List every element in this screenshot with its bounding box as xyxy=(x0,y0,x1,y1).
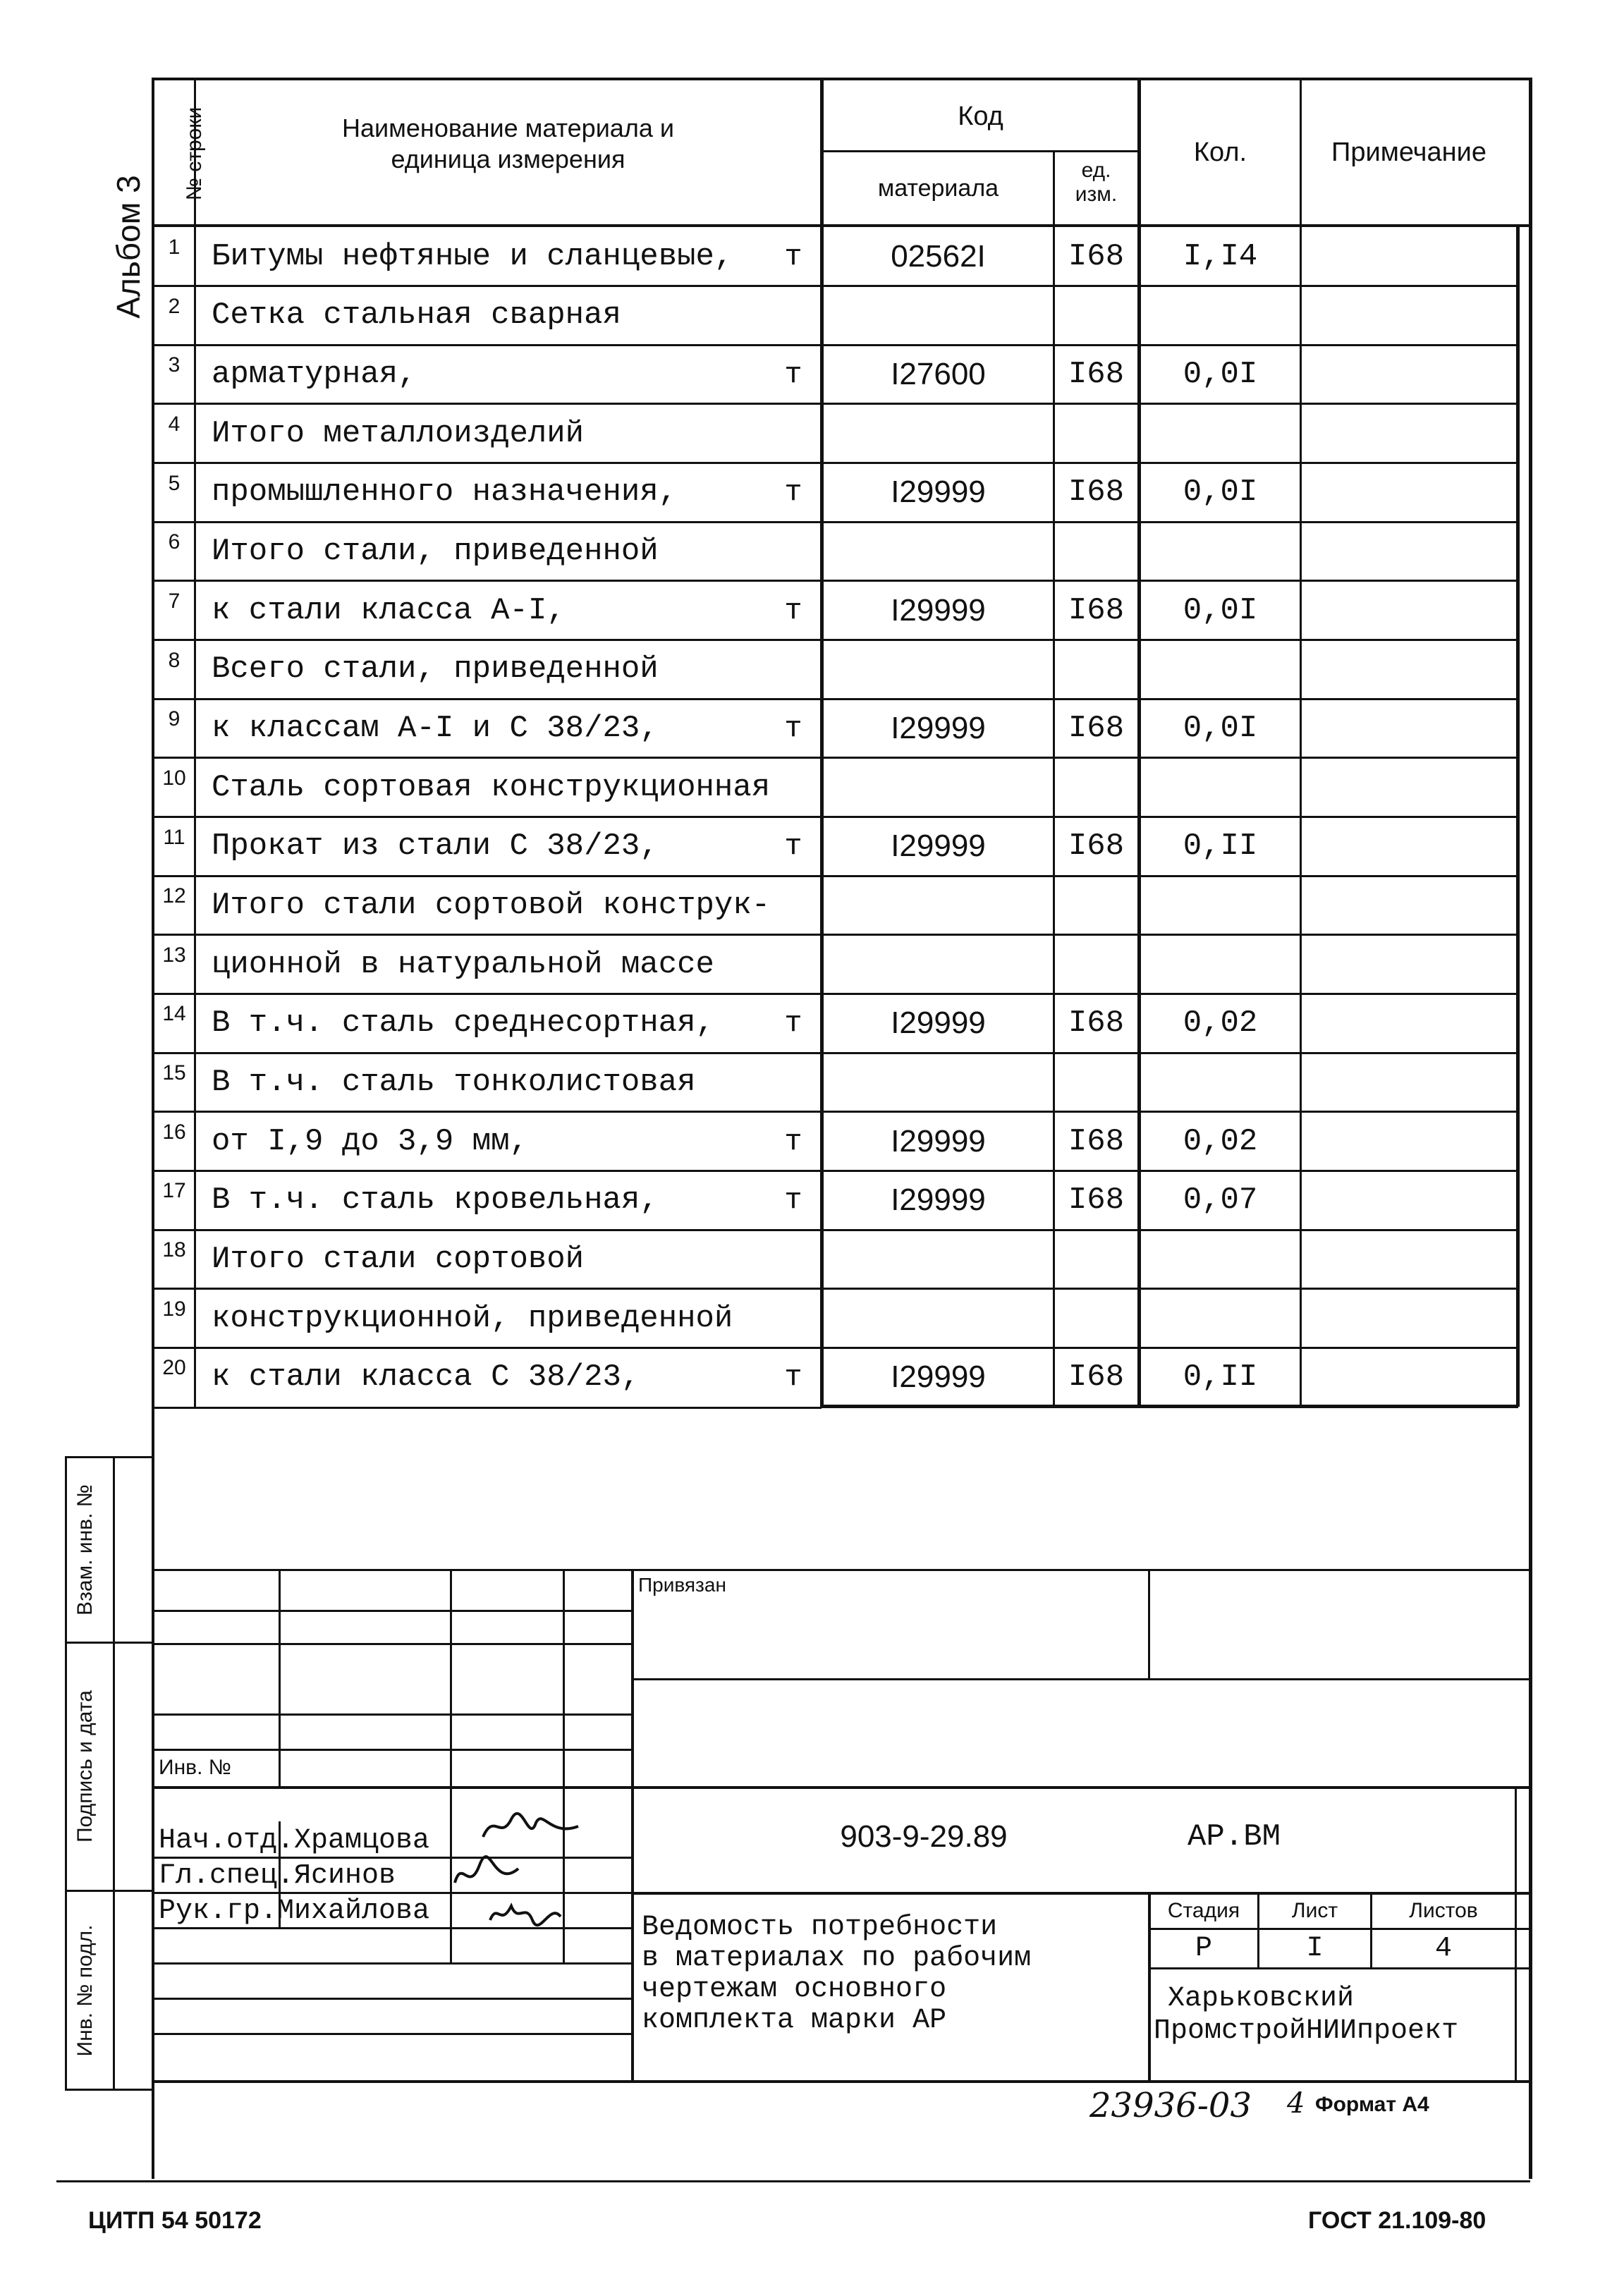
organization xyxy=(1154,1983,1458,2048)
note-cell xyxy=(1302,817,1516,876)
organization-line2: ПромстройНИИпроект xyxy=(1154,2015,1459,2047)
note-cell xyxy=(1302,227,1516,286)
unit-label: т xyxy=(784,1360,802,1395)
unit-label xyxy=(769,876,818,935)
header-unit-line1: ед. xyxy=(1081,159,1111,182)
stage-label: Стадия xyxy=(1167,1899,1240,1922)
material-code: I29999 xyxy=(891,1183,986,1218)
note-cell xyxy=(1302,522,1516,581)
material-code: I29999 xyxy=(891,475,986,510)
handwritten-mark: 4 xyxy=(1287,2087,1305,2120)
note-cell xyxy=(1302,1171,1516,1230)
header-row-no: № строки xyxy=(183,106,206,201)
material-name: Всего стали, приведенной xyxy=(212,652,659,688)
unit-label xyxy=(769,935,818,994)
signature-2 xyxy=(451,1855,529,1897)
note-cell xyxy=(1302,581,1516,640)
unit-code xyxy=(1055,404,1137,463)
unit-code: I68 xyxy=(1068,357,1125,393)
material-code xyxy=(824,935,1053,994)
unit-code: I68 xyxy=(1068,475,1125,511)
note-cell xyxy=(1302,1289,1516,1348)
unit-label xyxy=(769,522,818,581)
material-name: ционной в натуральной массе xyxy=(212,946,714,982)
header-unit-line2: изм. xyxy=(1075,183,1118,206)
material-name: промышленного назначения, xyxy=(212,475,678,511)
material-code xyxy=(824,286,1053,346)
note-cell xyxy=(1302,876,1516,935)
unit-code: I68 xyxy=(1068,711,1125,746)
quantity xyxy=(1141,935,1300,994)
unit-code: I68 xyxy=(1068,1360,1125,1395)
material-code xyxy=(824,522,1053,581)
quantity: 0,0I xyxy=(1183,475,1258,511)
material-name: Итого стали сортовой конструк- xyxy=(212,887,771,923)
sheet-title-line4: комплекта марки АР xyxy=(642,2005,947,2036)
row-number: 1 xyxy=(168,236,181,259)
material-name: к стали класса А-I, xyxy=(212,592,566,628)
header-material: материала xyxy=(877,174,999,202)
side-label-podpis: Подпись и дата xyxy=(73,1690,97,1843)
quantity xyxy=(1141,1230,1300,1289)
doc-code: 903-9-29.89 xyxy=(840,1819,1008,1854)
sheet-label: Лист xyxy=(1291,1899,1338,1922)
signature-3 xyxy=(487,1895,564,1931)
material-name: Битумы нефтяные и сланцевые, xyxy=(212,238,733,274)
row-number: 7 xyxy=(168,589,181,613)
row-number: 10 xyxy=(162,766,186,790)
unit-code xyxy=(1055,1230,1137,1289)
material-name: к классам А-I и С 38/23, xyxy=(212,711,659,746)
header-code: Код xyxy=(958,102,1003,131)
unit-code xyxy=(1055,758,1137,817)
unit-code xyxy=(1055,640,1137,699)
quantity xyxy=(1141,404,1300,463)
note-cell xyxy=(1302,1053,1516,1112)
unit-label xyxy=(769,758,818,817)
row-number: 12 xyxy=(162,884,186,908)
row-number: 18 xyxy=(162,1238,186,1262)
material-code: I27600 xyxy=(891,357,986,392)
row-number: 13 xyxy=(162,943,186,967)
quantity: 0,0I xyxy=(1183,357,1258,393)
sheets-label: Листов xyxy=(1409,1899,1478,1922)
side-label-vzam: Взам. инв. № xyxy=(73,1484,97,1615)
material-name: Итого стали, приведенной xyxy=(212,534,659,570)
citp-code: ЦИТП 54 50172 xyxy=(88,2207,262,2234)
note-cell xyxy=(1302,935,1516,994)
gost-code: ГОСТ 21.109-80 xyxy=(1308,2207,1486,2234)
unit-label xyxy=(769,1053,818,1112)
unit-label: т xyxy=(784,829,802,864)
header-name-line1: Наименование материала и xyxy=(342,114,674,142)
material-code: I29999 xyxy=(891,1360,986,1395)
person-name-2: Ясинов xyxy=(294,1860,396,1892)
sheet-title-line2: в материалах по рабочим xyxy=(642,1943,1032,1974)
row-number: 11 xyxy=(163,825,185,849)
material-code: I29999 xyxy=(891,1123,986,1159)
material-code xyxy=(824,1053,1053,1112)
unit-code xyxy=(1055,1289,1137,1348)
row-number: 2 xyxy=(168,294,181,318)
unit-code xyxy=(1055,1053,1137,1112)
note-cell xyxy=(1302,1230,1516,1289)
sheet-title xyxy=(642,1912,1031,2036)
material-name: В т.ч. сталь среднесортная, xyxy=(212,1006,714,1041)
unit-label: т xyxy=(784,593,802,628)
album-label: Альбом 3 xyxy=(110,175,147,319)
material-name: к стали класса С 38/23, xyxy=(212,1360,640,1395)
material-name: Итого стали сортовой xyxy=(212,1241,585,1277)
note-cell xyxy=(1302,1348,1516,1407)
unit-code: I68 xyxy=(1068,1006,1125,1041)
unit-label xyxy=(769,640,818,699)
row-number: 17 xyxy=(162,1179,186,1203)
note-cell xyxy=(1302,404,1516,463)
signature-1 xyxy=(480,1805,585,1847)
header-unit xyxy=(1055,159,1137,207)
quantity xyxy=(1141,758,1300,817)
person-name-3: Михайлова xyxy=(277,1895,430,1927)
quantity: I,I4 xyxy=(1183,238,1258,274)
unit-label: т xyxy=(784,711,802,745)
unit-code xyxy=(1055,286,1137,346)
material-code xyxy=(824,758,1053,817)
material-code xyxy=(824,1289,1053,1348)
quantity xyxy=(1141,1053,1300,1112)
unit-label: т xyxy=(784,475,802,510)
note-cell xyxy=(1302,758,1516,817)
unit-code: I68 xyxy=(1068,1123,1125,1159)
quantity: 0,0I xyxy=(1183,592,1258,628)
note-cell xyxy=(1302,345,1516,404)
material-code xyxy=(824,404,1053,463)
person-role-3: Рук.гр. xyxy=(159,1895,278,1927)
doc-mark: АР.ВМ xyxy=(1187,1819,1281,1855)
person-row-1 xyxy=(159,1825,429,1857)
unit-label: т xyxy=(784,1183,802,1218)
person-row-3 xyxy=(159,1895,429,1928)
row-number: 4 xyxy=(168,412,181,436)
person-row-2 xyxy=(159,1860,396,1893)
material-code: I29999 xyxy=(891,1006,986,1041)
quantity xyxy=(1141,1289,1300,1348)
person-name-1: Храмцова xyxy=(294,1825,430,1857)
privyazan-label: Привязан xyxy=(638,1574,726,1596)
material-name: Прокат из стали С 38/23, xyxy=(212,829,659,865)
quantity: 0,02 xyxy=(1183,1006,1258,1041)
unit-code: I68 xyxy=(1068,829,1125,865)
unit-label: т xyxy=(784,1006,802,1041)
material-name: Сетка стальная сварная xyxy=(212,298,621,334)
quantity xyxy=(1141,876,1300,935)
unit-label xyxy=(769,1230,818,1289)
material-code xyxy=(824,640,1053,699)
unit-label xyxy=(769,404,818,463)
handwritten-number: 23936-03 xyxy=(1089,2086,1252,2125)
sheets-value: 4 xyxy=(1434,1933,1452,1965)
sheet-title-line3: чертежам основного xyxy=(642,1974,947,2005)
quantity: 0,II xyxy=(1183,829,1258,865)
material-name: В т.ч. сталь кровельная, xyxy=(212,1183,659,1218)
organization-line1: Харьковский xyxy=(1168,1983,1355,2015)
sheet-value: I xyxy=(1306,1933,1324,1965)
material-code: I29999 xyxy=(891,711,986,745)
inv-no-label: Инв. № xyxy=(159,1756,231,1779)
row-number: 14 xyxy=(162,1002,186,1026)
note-cell xyxy=(1302,699,1516,758)
material-code xyxy=(824,1230,1053,1289)
side-label-inv: Инв. № подл. xyxy=(73,1924,97,2057)
note-cell xyxy=(1302,1112,1516,1171)
unit-code xyxy=(1055,876,1137,935)
material-code: 02562I xyxy=(891,238,986,274)
quantity: 0,07 xyxy=(1183,1183,1258,1218)
material-name: арматурная, xyxy=(212,357,417,393)
row-number: 8 xyxy=(168,648,181,672)
unit-label xyxy=(769,1289,818,1348)
header-name xyxy=(196,113,820,175)
header-note: Примечание xyxy=(1331,137,1486,167)
header-qty: Кол. xyxy=(1193,137,1247,167)
material-name: конструкционной, приведенной xyxy=(212,1300,733,1336)
person-role-1: Нач.отд. xyxy=(159,1825,295,1857)
quantity: 0,02 xyxy=(1183,1123,1258,1159)
material-name: В т.ч. сталь тонколистовая xyxy=(212,1064,696,1100)
material-name: от I,9 до 3,9 мм, xyxy=(212,1123,528,1159)
unit-code: I68 xyxy=(1068,1183,1125,1218)
unit-label xyxy=(769,286,818,346)
stage-value: Р xyxy=(1195,1933,1212,1965)
unit-code: I68 xyxy=(1068,592,1125,628)
row-number: 15 xyxy=(162,1061,186,1085)
quantity xyxy=(1141,522,1300,581)
unit-code xyxy=(1055,935,1137,994)
format-label: Формат А4 xyxy=(1315,2093,1429,2116)
unit-code xyxy=(1055,522,1137,581)
material-code: I29999 xyxy=(891,829,986,864)
header-name-line2: единица измерения xyxy=(391,145,625,173)
note-cell xyxy=(1302,463,1516,523)
row-number: 6 xyxy=(168,530,181,554)
row-number: 3 xyxy=(168,353,181,377)
row-number: 5 xyxy=(168,471,181,495)
person-role-2: Гл.спец. xyxy=(159,1860,295,1892)
row-number: 19 xyxy=(162,1297,186,1321)
row-number: 16 xyxy=(162,1120,186,1144)
unit-label: т xyxy=(784,239,802,274)
unit-code: I68 xyxy=(1068,238,1125,274)
unit-label: т xyxy=(784,358,802,392)
material-code xyxy=(824,876,1053,935)
unit-label: т xyxy=(784,1124,802,1159)
row-number: 9 xyxy=(168,707,181,731)
quantity xyxy=(1141,286,1300,346)
note-cell xyxy=(1302,286,1516,346)
note-cell xyxy=(1302,640,1516,699)
note-cell xyxy=(1302,994,1516,1053)
material-name: Сталь сортовая конструкционная xyxy=(212,769,771,805)
quantity: 0,II xyxy=(1183,1360,1258,1395)
quantity xyxy=(1141,640,1300,699)
material-code: I29999 xyxy=(891,592,986,628)
row-number: 20 xyxy=(162,1356,186,1380)
sheet-title-line1: Ведомость потребности xyxy=(642,1912,998,1943)
quantity: 0,0I xyxy=(1183,711,1258,746)
material-name: Итого металлоизделий xyxy=(212,415,585,451)
